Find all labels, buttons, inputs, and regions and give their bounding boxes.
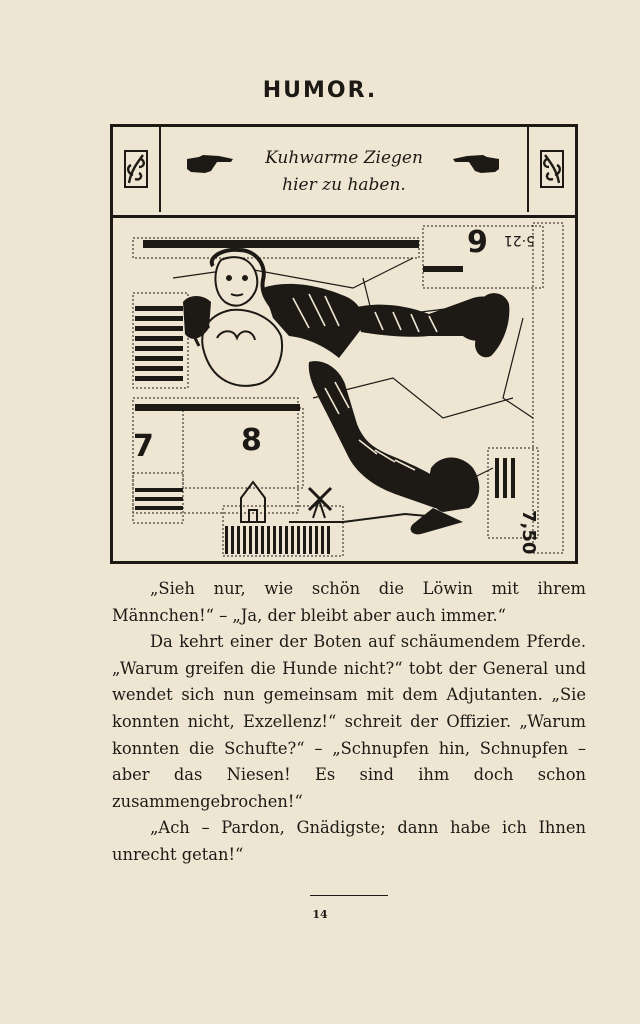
woodcut-drawing [113, 218, 575, 561]
paragraph-3: „Ach – Pardon, Gnädigste; dann habe ich Ihnen unrecht getan!“ [112, 818, 586, 864]
leaf-ornament-icon [529, 127, 575, 212]
woodcut-illustration [110, 124, 578, 564]
paragraph-1: „Sieh nur, wie schön die Löwin mit ihrem Männchen!“ – „Ja, der bleibt aber auch immer.“ [112, 579, 586, 625]
left-ornament-panel [113, 127, 161, 212]
stamp-code: 5·21 [503, 232, 535, 248]
page-title: HUMOR. [262, 78, 378, 103]
stamp-number-7: 7 [133, 429, 154, 464]
stamp-number-9: 9 [467, 225, 488, 260]
paragraph-2: Da kehrt einer der Boten auf schäumendem Pferde. „Warum greifen die Hunde nicht?“ tobt der General und wendet sich nun gemeinsam mit dem Adjutanten. „Sie konnten nicht, Exzellenz!“ schreit der Offizier. „Warum konnten die Schufte?“ – „Schnupfen hin, Schnupfen – aber das Niesen! Es sind ihm doch schon zusammengebrochen!“ [112, 632, 586, 811]
leaf-ornament-icon [113, 127, 159, 212]
pointing-hand-left-icon [451, 153, 501, 175]
page-number: 14 [312, 908, 328, 921]
body-text [112, 576, 586, 869]
stamp-number-8: 8 [241, 423, 262, 458]
illustration-banner [113, 127, 575, 218]
collage-picture [113, 218, 575, 561]
banner-line-1: Kuhwarme Ziegen [265, 148, 423, 168]
banner-line-2: hier zu haben. [282, 175, 406, 195]
right-ornament-panel [527, 127, 575, 212]
footer-rule [310, 895, 388, 896]
pointing-hand-right-icon [185, 153, 235, 175]
stamp-price: 7,50 [518, 510, 539, 555]
